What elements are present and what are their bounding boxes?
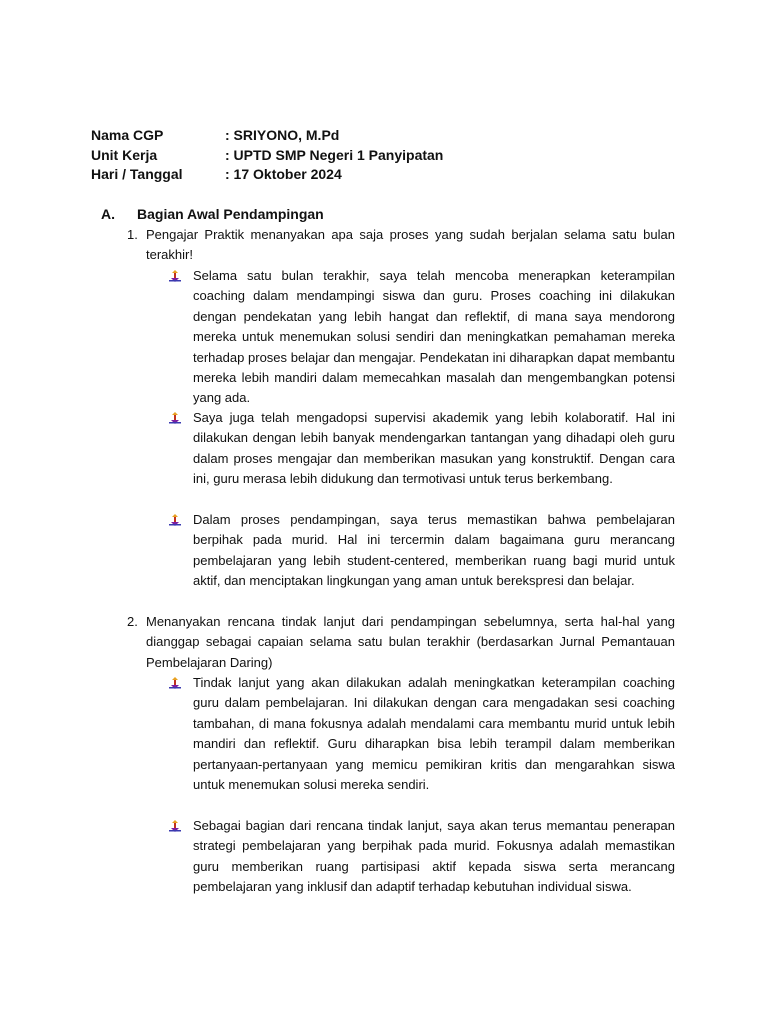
arrow-bullet-icon: [169, 270, 181, 282]
item-number: 1.: [127, 227, 138, 242]
section-title: Bagian Awal Pendampingan: [137, 206, 324, 222]
header-value: : SRIYONO, M.Pd: [225, 127, 340, 143]
arrow-bullet-icon: [169, 677, 181, 689]
bullet-item: [193, 408, 675, 490]
numbered-item: [127, 612, 675, 673]
header-value: : 17 Oktober 2024: [225, 166, 342, 182]
item-number: 2.: [127, 614, 138, 629]
bullet-text: Saya juga telah mengadopsi supervisi akademik yang lebih kolaboratif. Hal ini dilakukan dengan lebih banyak mendengarkan tantangan yang dihadapi oleh guru dalam proses mengajar dan memberikan masukan yang konstruktif. Dengan cara ini, guru merasa lebih didukung dan termotivasi untuk terus berkembang.: [193, 410, 675, 487]
header-label: Nama CGP: [91, 127, 164, 143]
header-row-tanggal: [91, 165, 443, 185]
bullet-item: [193, 816, 675, 898]
header-label: Unit Kerja: [91, 146, 158, 163]
header-row-unit: [91, 146, 443, 166]
arrow-bullet-icon: [169, 412, 181, 424]
header-row-nama: [91, 126, 443, 146]
document-header: [91, 126, 443, 185]
bullet-text: Tindak lanjut yang akan dilakukan adalah meningkatkan keterampilan coaching guru dalam pembelajaran. Ini dilakukan dengan cara mengadakan sesi coaching tambahan, di mana fokusnya adalah mendalami cara membantu murid untuk lebih mandiri dan reflektif. Guru diharapkan bisa lebih terampil dalam memberikan pertanyaan-pertanyaan yang memicu pemikiran kritis dan mengarahkan siswa untuk menemukan solusi mereka sendiri.: [193, 675, 675, 793]
header-value: : UPTD SMP Negeri 1 Panyipatan: [225, 146, 444, 163]
arrow-bullet-icon: [169, 514, 181, 526]
bullet-item: [193, 673, 675, 795]
bullet-text: Selama satu bulan terakhir, saya telah mencoba menerapkan keterampilan coaching dalam mendampingi siswa dan guru. Proses coaching ini dilakukan dengan pendekatan yang lebih hangat dan reflektif, di mana saya mendorong mereka untuk menemukan solusi sendiri dan meningkatkan pemahaman mereka terhadap proses belajar dan mengajar. Pendekatan ini diharapkan dapat membantu mereka lebih mandiri dalam memecahkan masalah dan mengembangkan potensi yang ada.: [193, 268, 675, 406]
bullet-item: [193, 266, 675, 409]
bullet-text: Sebagai bagian dari rencana tindak lanjut, saya akan terus memantau penerapan strategi pembelajaran yang berpihak pada murid. Fokusnya adalah memastikan guru memberikan ruang partisipasi aktif kepada siswa serta merancang pembelajaran yang inklusif dan adaptif terhadap kebutuhan individual siswa.: [193, 818, 675, 895]
header-label: Hari / Tanggal: [91, 166, 183, 182]
item-text: Menanyakan rencana tindak lanjut dari pendampingan sebelumnya, serta hal-hal yang dianggap sebagai capaian selama satu bulan terakhir (berdasarkan Jurnal Pemantauan Pembelajaran Daring): [146, 614, 675, 670]
section-heading: [101, 205, 324, 223]
numbered-item: [127, 225, 675, 266]
bullet-text: Dalam proses pendampingan, saya terus memastikan bahwa pembelajaran berpihak pada murid. Hal ini tercermin dalam bagaimana guru merancang pembelajaran yang lebih student-centered, memberikan ruang bagi murid untuk aktif, dan menciptakan lingkungan yang aman untuk berekspresi dan belajar.: [193, 512, 675, 589]
section-letter: A.: [101, 206, 115, 222]
bullet-item: [193, 510, 675, 592]
item-text: Pengajar Praktik menanyakan apa saja proses yang sudah berjalan selama satu bulan terakhir!: [146, 227, 675, 263]
arrow-bullet-icon: [169, 820, 181, 832]
